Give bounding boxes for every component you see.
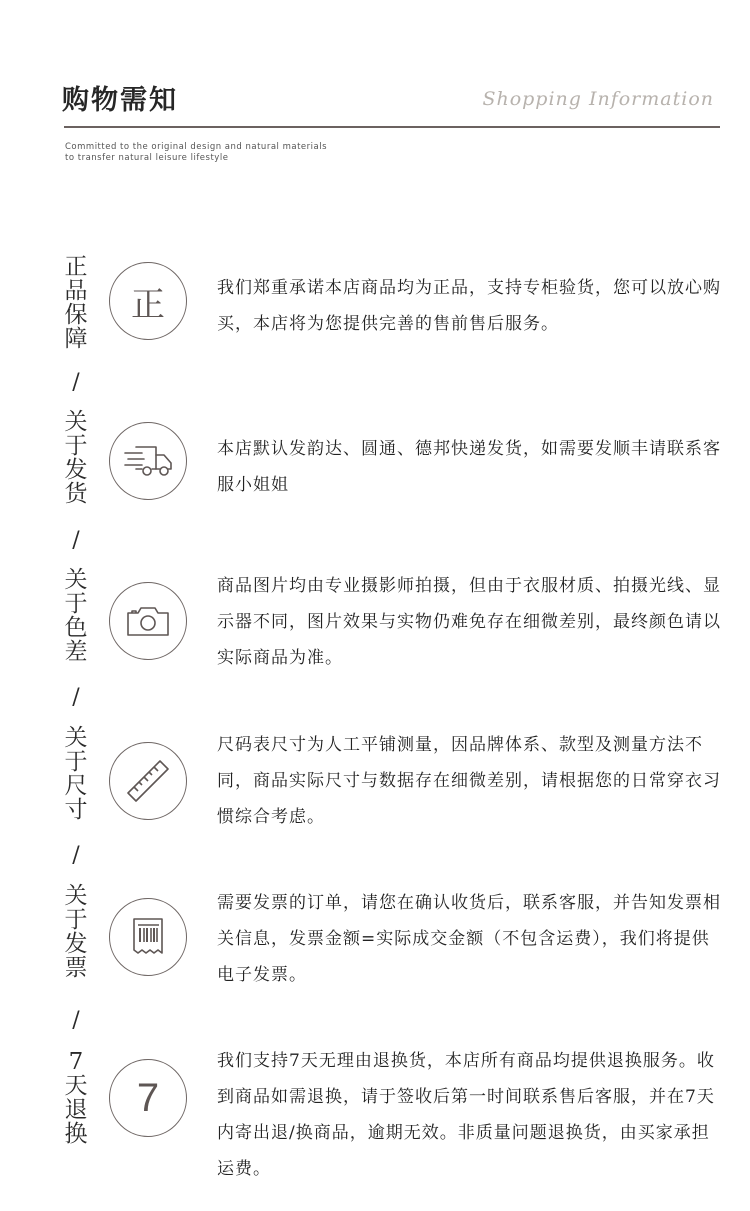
label-char: 关 bbox=[64, 409, 88, 435]
label-char: 天 bbox=[64, 1073, 88, 1099]
separator-slash: / bbox=[72, 843, 80, 868]
zheng-character-icon bbox=[109, 262, 187, 340]
receipt-icon bbox=[109, 898, 187, 976]
label-char: 于 bbox=[64, 907, 88, 933]
label-char: 于 bbox=[64, 591, 88, 617]
tagline bbox=[65, 142, 327, 164]
label-char: 票 bbox=[64, 955, 88, 981]
separator-slash: / bbox=[72, 685, 80, 710]
page-title: 购物需知 bbox=[62, 85, 178, 116]
section-label-color bbox=[62, 568, 90, 664]
number-seven-icon bbox=[109, 1059, 187, 1137]
section-label-authentic bbox=[62, 255, 90, 351]
section-label-invoice bbox=[62, 884, 90, 980]
label-char: 关 bbox=[64, 883, 88, 909]
label-char: 品 bbox=[64, 278, 88, 304]
label-char: 障 bbox=[64, 326, 88, 352]
label-char: 退 bbox=[64, 1097, 88, 1123]
section-label-shipping bbox=[62, 410, 90, 506]
section-text-shipping: 本店默认发韵达、圆通、德邦快递发货，如需要发顺丰请联系客服小姐姐 bbox=[217, 439, 721, 495]
label-char: 发 bbox=[64, 457, 88, 483]
label-char: 正 bbox=[64, 254, 88, 280]
label-char: 发 bbox=[64, 931, 88, 957]
tagline-line-1: Committed to the original design and natural materials bbox=[65, 142, 327, 152]
label-char: 尺 bbox=[64, 773, 88, 799]
seven-icon-glyph: 7 bbox=[136, 1075, 160, 1120]
label-char: 换 bbox=[64, 1121, 88, 1147]
label-char: 7 bbox=[68, 1049, 84, 1075]
label-char: 差 bbox=[64, 639, 88, 665]
section-text-color: 商品图片均由专业摄影师拍摄，但由于衣服材质、拍摄光线、显示器不同，图片效果与实物仍难免存在细微差别，最终颜色请以实际商品为准。 bbox=[217, 576, 721, 668]
label-char: 于 bbox=[64, 433, 88, 459]
page-subtitle: Shopping Information bbox=[482, 88, 714, 110]
section-text-size: 尺码表尺寸为人工平铺测量，因品牌体系、款型及测量方法不同，商品实际尺寸与数据存在细微差别，请根据您的日常穿衣习惯综合考虑。 bbox=[217, 735, 721, 827]
section-text-invoice: 需要发票的订单，请您在确认收货后，联系客服，并告知发票相关信息，发票金额=实际成交金额（不包含运费），我们将提供电子发票。 bbox=[217, 893, 721, 985]
zheng-icon-glyph: 正 bbox=[131, 284, 165, 325]
ruler-icon bbox=[109, 742, 187, 820]
camera-icon bbox=[109, 582, 187, 660]
label-char: 于 bbox=[64, 749, 88, 775]
label-char: 寸 bbox=[64, 797, 88, 823]
label-char: 货 bbox=[64, 481, 88, 507]
tagline-line-2: to transfer natural leisure lifestyle bbox=[65, 153, 229, 163]
separator-slash: / bbox=[72, 1008, 80, 1033]
header-divider bbox=[64, 126, 720, 128]
section-label-size bbox=[62, 726, 90, 822]
label-char: 关 bbox=[64, 567, 88, 593]
separator-slash: / bbox=[72, 528, 80, 553]
separator-slash: / bbox=[72, 370, 80, 395]
label-char: 保 bbox=[64, 302, 88, 328]
label-char: 色 bbox=[64, 615, 88, 641]
section-label-return bbox=[62, 1050, 90, 1146]
delivery-truck-icon bbox=[109, 422, 187, 500]
label-char: 关 bbox=[64, 725, 88, 751]
section-text-return: 我们支持7天无理由退换货，本店所有商品均提供退换服务。收到商品如需退换，请于签收后第一时间联系售后客服，并在7天内寄出退/换商品，逾期无效。非质量问题退换货，由买家承担运费。 bbox=[217, 1051, 715, 1179]
section-text-authentic: 我们郑重承诺本店商品均为正品，支持专柜验货，您可以放心购买，本店将为您提供完善的售前售后服务。 bbox=[217, 278, 721, 334]
